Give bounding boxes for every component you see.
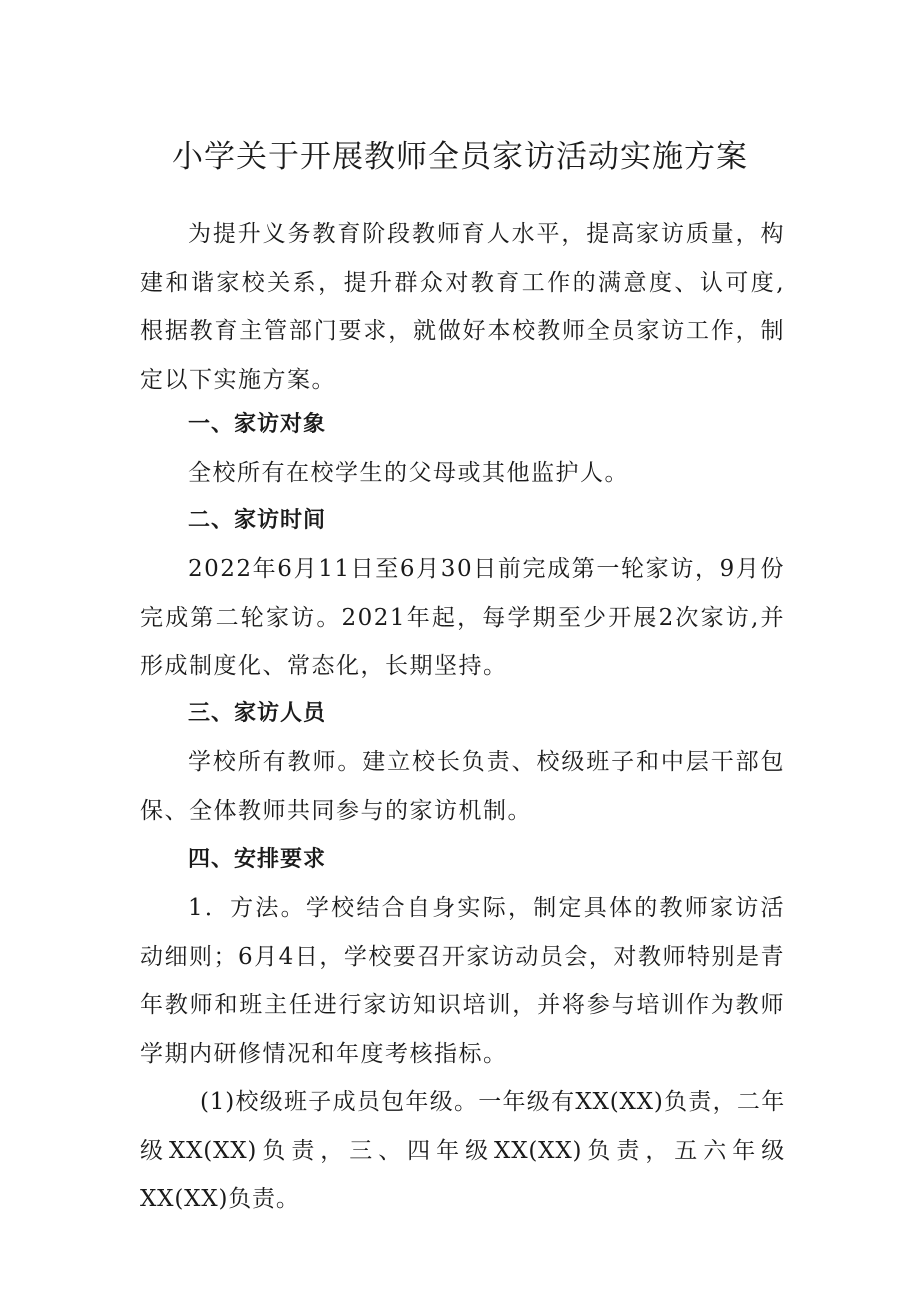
section-paragraph-visit-targets: 全校所有在校学生的父母或其他监护人。 — [188, 460, 629, 486]
section-heading-visit-staff: 三、家访人员 — [188, 701, 327, 726]
section-paragraph-method: 1．方法。学校结合自身实际，制定具体的教师家访活动细则；6月4日，学校要召开家访动员会，对教师特别是青年教师和班主任进行家访知识培训，并将参与培训作为教师学期内研修情况和年度考核指标。 — [140, 895, 785, 1067]
section-paragraph-grade-assignment: (1)校级班子成员包年级。一年级有XX(XX)负责，二年级XX(XX)负责，三、四年级XX(XX)负责，五六年级XX(XX)负责。 — [140, 1089, 785, 1212]
section-heading-visit-time: 二、家访时间 — [188, 508, 327, 533]
document-title: 小学关于开展教师全员家访活动实施方案 — [172, 139, 748, 175]
intro-paragraph: 为提升义务教育阶段教师育人水平，提高家访质量，构建和谐家校关系，提升群众对教育工作的满意度、认可度,根据教育主管部门要求，就做好本校教师全员家访工作，制定以下实施方案。 — [140, 221, 785, 393]
section-paragraph-visit-staff: 学校所有教师。建立校长负责、校级班子和中层干部包保、全体教师共同参与的家访机制。 — [140, 749, 785, 824]
section-heading-visit-targets: 一、家访对象 — [188, 412, 327, 437]
section-heading-arrangements: 四、安排要求 — [188, 847, 327, 872]
section-paragraph-visit-time: 2022年6月11日至6月30日前完成第一轮家访，9月份完成第二轮家访。2021年起，每学期至少开展2次家访,并形成制度化、常态化，长期坚持。 — [140, 556, 785, 679]
